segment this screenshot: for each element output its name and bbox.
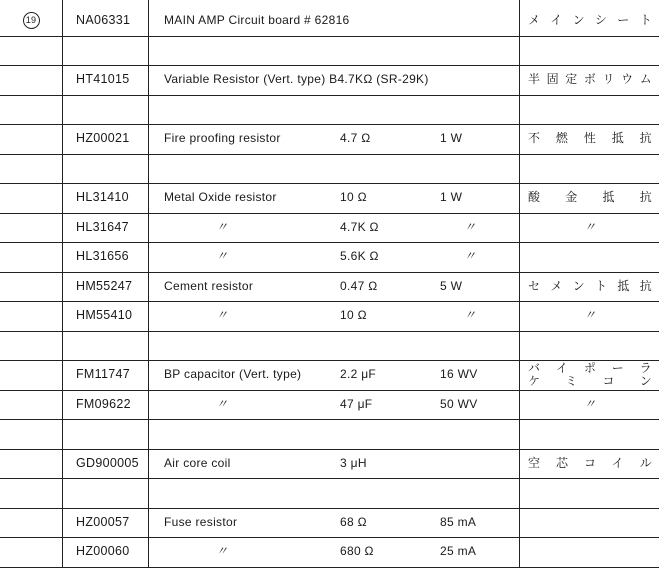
ditto-mark: 〃 (215, 397, 229, 411)
part-rating: 〃 (463, 308, 477, 322)
part-description: Fuse resistor (164, 515, 238, 529)
part-row (0, 6, 659, 35)
part-row (0, 390, 659, 419)
japanese-name: 半固定ボリウム (528, 72, 652, 86)
japanese-name: 酸 金 抵 抗 (528, 190, 652, 204)
japanese-name (528, 508, 652, 537)
japanese-name: 空芯コイル (528, 456, 652, 470)
ditto-mark: 〃 (215, 544, 229, 558)
japanese-name: 〃 (583, 308, 597, 322)
part-row (0, 65, 659, 94)
part-number: NA06331 (76, 13, 131, 27)
part-number: HL31647 (76, 220, 129, 234)
part-row (0, 301, 659, 330)
japanese-name (528, 242, 652, 271)
part-number: FM11747 (76, 367, 130, 381)
japanese-name: バイポーラ (528, 361, 652, 375)
part-row (0, 183, 659, 212)
blank-row (0, 154, 659, 183)
part-value: 5.6K Ω (340, 249, 379, 263)
part-description: Variable Resistor (Vert. type) B4.7KΩ (SR-29K) (164, 72, 429, 86)
blank-row (0, 95, 659, 124)
part-number: HZ00057 (76, 515, 130, 529)
part-row (0, 124, 659, 153)
part-value: 47 μF (340, 397, 373, 411)
part-value: 680 Ω (340, 544, 374, 558)
part-value: 4.7K Ω (340, 220, 379, 234)
part-description: MAIN AMP Circuit board # 62816 (164, 13, 350, 27)
part-rating: 16 WV (440, 367, 478, 381)
part-value: 2.2 μF (340, 367, 377, 381)
part-row (0, 537, 659, 566)
part-number: HZ00060 (76, 544, 130, 558)
part-rating: 50 WV (440, 397, 478, 411)
part-rating: 〃 (463, 220, 477, 234)
japanese-name (528, 537, 652, 566)
ditto-mark: 〃 (215, 220, 229, 234)
japanese-name-line2: ケミコン (528, 374, 652, 388)
ditto-mark: 〃 (215, 249, 229, 263)
part-value: 10 Ω (340, 190, 367, 204)
part-rating: 1 W (440, 131, 463, 145)
part-row (0, 242, 659, 271)
part-rating: 25 mA (440, 544, 477, 558)
part-rating: 1 W (440, 190, 463, 204)
part-number: HM55247 (76, 279, 133, 293)
part-value: 3 μH (340, 456, 367, 470)
part-number: HL31410 (76, 190, 129, 204)
part-description: Fire proofing resistor (164, 131, 281, 145)
part-value: 68 Ω (340, 515, 367, 529)
japanese-name: 〃 (583, 220, 597, 234)
part-row (0, 360, 659, 389)
part-description: BP capacitor (Vert. type) (164, 367, 302, 381)
part-number: HT41015 (76, 72, 130, 86)
part-number: GD900005 (76, 456, 139, 470)
blank-row (0, 331, 659, 360)
part-number: HM55410 (76, 308, 133, 322)
part-row (0, 508, 659, 537)
japanese-name: 不燃性抵抗 (528, 131, 652, 145)
item-number-circle: 19 (23, 12, 40, 29)
blank-row (0, 478, 659, 507)
japanese-name: メインシート (528, 13, 652, 27)
part-description: Air core coil (164, 456, 231, 470)
japanese-name: 〃 (583, 397, 597, 411)
part-value: 4.7 Ω (340, 131, 371, 145)
part-row (0, 213, 659, 242)
part-value: 10 Ω (340, 308, 367, 322)
part-value: 0.47 Ω (340, 279, 378, 293)
part-row (0, 272, 659, 301)
part-row (0, 449, 659, 478)
part-rating: 5 W (440, 279, 463, 293)
part-rating: 〃 (463, 249, 477, 263)
japanese-name: セメント抵抗 (528, 279, 652, 293)
blank-row (0, 419, 659, 448)
part-number: FM09622 (76, 397, 131, 411)
part-rating: 85 mA (440, 515, 477, 529)
blank-row (0, 36, 659, 65)
ditto-mark: 〃 (215, 308, 229, 322)
part-number: HL31656 (76, 249, 129, 263)
part-description: Metal Oxide resistor (164, 190, 277, 204)
item-number (0, 6, 62, 35)
part-description: Cement resistor (164, 279, 254, 293)
part-number: HZ00021 (76, 131, 130, 145)
